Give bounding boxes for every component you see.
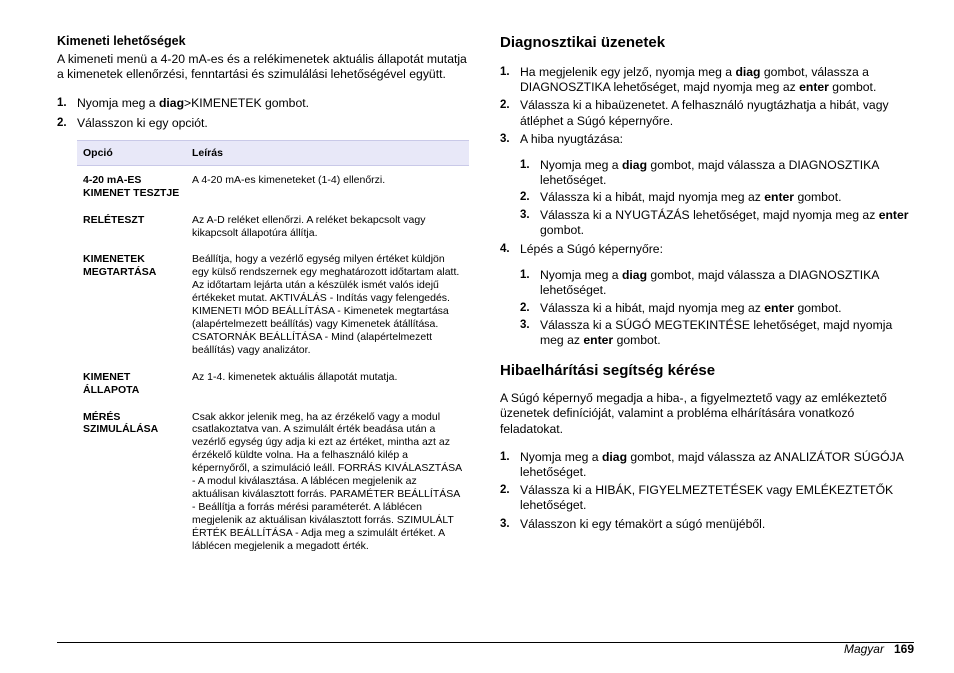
- list-item: 2. Válassza ki a hibaüzenetet. A felhasználó nyugtázhatja a hibát, vagy átléphet a Súgó képernyőre.: [500, 98, 889, 128]
- section-heading-diagnostics: Diagnosztikai üzenetek: [500, 34, 666, 51]
- list-item: 2. Válassza ki a HIBÁK, FIGYELMEZTETÉSEK vagy EMLÉKEZTETŐK lehetőséget.: [500, 483, 894, 513]
- options-table: [77, 140, 469, 559]
- help-intro: A Súgó képernyő megadja a hiba-, a figyelmeztető vagy az emlékeztető üzenetek definícióját, valamint a probléma elhárítására vonatkozó feladatokat.: [500, 391, 887, 436]
- list-item: 1. Nyomja meg a diag gombot, majd válassza a DIAGNOSZTIKA lehetőséget.: [520, 268, 879, 298]
- enter-key: enter: [764, 300, 795, 315]
- page-number: 169: [893, 642, 914, 656]
- footer-rule: [57, 642, 914, 643]
- list-item: 2. Válasszon ki egy opciót.: [57, 115, 208, 130]
- list-item: 3. Válasszon ki egy témakört a súgó menüjéből.: [500, 516, 766, 531]
- col-header-option: Opció: [77, 140, 186, 165]
- ack-substeps: [500, 158, 914, 238]
- option-cell: 4-20 mA-ES KIMENET TESZTJE: [83, 173, 180, 199]
- description-cell: Beállítja, hogy a vezérlő egység milyen értéket küldjön egy külső rendszernek egy meghatározott időtartam alatt. Az időtartam lejárta után a készülék ismét valós idejű értékeket mutat. AKTIVÁLÁS - Indítás vagy felengedés. KIMENETI MÓD BEÁLLÍTÁSA - Kimenetek megtartása (alapértelmezett beállítás) vagy Kimenetek átállítása. CSATORNÁK BEÁLLÍTÁSA - Mind (alapértelmezett beállítás) vagy analizátor.: [192, 253, 460, 356]
- col-header-description: Leírás: [186, 140, 469, 165]
- help-screen-step: [500, 242, 914, 257]
- diag-key: diag: [735, 65, 761, 79]
- left-column: [57, 34, 471, 558]
- list-item: 3. A hiba nyugtázása:: [500, 131, 623, 146]
- list-item: 1. Nyomja meg a diag gombot, majd válassza a DIAGNOSZTIKA lehetőséget.: [520, 158, 879, 188]
- list-item: 1. Nyomja meg a diag>KIMENETEK gombot.: [57, 96, 310, 111]
- list-item: 3. Válassza ki a SÚGÓ MEGTEKINTÉSE lehetőséget, majd nyomja meg az enter gombot.: [520, 317, 893, 348]
- enter-key: enter: [878, 207, 909, 222]
- list-item: 4. Lépés a Súgó képernyőre:: [500, 242, 663, 257]
- list-item: 1. Ha megjelenik egy jelző, nyomja meg a diag gombot, válassza a DIAGNOSZTIKA lehetőséget, majd nyomja meg az enter gombot.: [500, 65, 877, 95]
- option-cell: MÉRÉS SZIMULÁLÁSA: [83, 410, 159, 436]
- diag-key: diag: [601, 449, 628, 464]
- enter-key: enter: [583, 333, 614, 348]
- option-cell: KIMENET ÁLLAPOTA: [83, 370, 140, 396]
- right-column: [500, 34, 914, 532]
- description-cell: Csak akkor jelenik meg, ha az érzékelő vagy a modul csatlakoztatva van. A szimulált érték beadása után a vezérlő egység úgy adja ki ezt az értéket, mintha azt az érzékelő küldte volna. Ha a felhasználó kilép a képernyőről, a szimuláció leáll. FORRÁS KIVÁLASZTÁSA - A modul kiválasztása. A láblécen megjelenik az aktuálisan kiválasztott forrás. PARAMÉTER BEÁLLÍTÁSA - Beállítja a forrás mérési paraméterét. A láblécen megjelenik az aktuálisan kiválasztott forrás. SZIMULÁLT ÉRTÉK BEÁLLÍTÁSA - Adja meg a szimulált értéket. A láblécen megjelenik a megadott érték.: [192, 410, 462, 552]
- diagnostics-steps: [500, 65, 914, 147]
- outputs-intro: A kimeneti menü a 4-20 mA-es és a relékimenetek aktuális állapotát mutatja a kimenetek ellenőrzési, fenntartási és szimulálási lehetőségével együtt.: [57, 52, 467, 82]
- diag-key: diag: [621, 158, 648, 173]
- diag-key: diag: [158, 96, 185, 111]
- section-heading-outputs: Kimeneti lehetőségek: [57, 34, 186, 48]
- description-cell: Az 1-4. kimenetek aktuális állapotát mutatja.: [192, 370, 398, 383]
- table-row: [77, 165, 469, 205]
- outputs-steps: [57, 96, 471, 130]
- help-substeps: [500, 268, 914, 348]
- help-steps: [500, 450, 914, 532]
- option-cell: KIMENETEK MEGTARTÁSA: [83, 253, 157, 279]
- list-item: 2. Válassza ki a hibát, majd nyomja meg az enter gombot.: [520, 190, 842, 205]
- description-cell: Az A-D reléket ellenőrzi. A reléket bekapcsolt vagy kikapcsolt állapotúra állítja.: [192, 213, 426, 239]
- list-item: 1. Nyomja meg a diag gombot, majd válassza az ANALIZÁTOR SÚGÓJA lehetőséget.: [500, 449, 904, 480]
- table-row: [77, 363, 469, 403]
- list-item: 3. Válassza ki a NYUGTÁZÁS lehetőséget, majd nyomja meg az enter gombot.: [520, 207, 909, 237]
- description-cell: A 4-20 mA-es kimeneteket (1-4) ellenőrzi.: [192, 173, 386, 186]
- section-heading-troubleshooting: Hibaelhárítási segítség kérése: [500, 362, 716, 380]
- option-cell: RELÉTESZT: [83, 213, 145, 226]
- enter-key: enter: [799, 80, 829, 95]
- enter-key: enter: [764, 190, 795, 205]
- page-footer: [844, 642, 914, 657]
- list-item: 2. Válassza ki a hibát, majd nyomja meg az enter gombot.: [520, 300, 842, 315]
- table-row: [77, 403, 469, 559]
- diag-key: diag: [621, 268, 648, 283]
- table-row: [77, 206, 469, 246]
- footer-language: Magyar: [843, 642, 884, 656]
- table-row: [77, 245, 469, 362]
- table-header-row: [77, 140, 469, 165]
